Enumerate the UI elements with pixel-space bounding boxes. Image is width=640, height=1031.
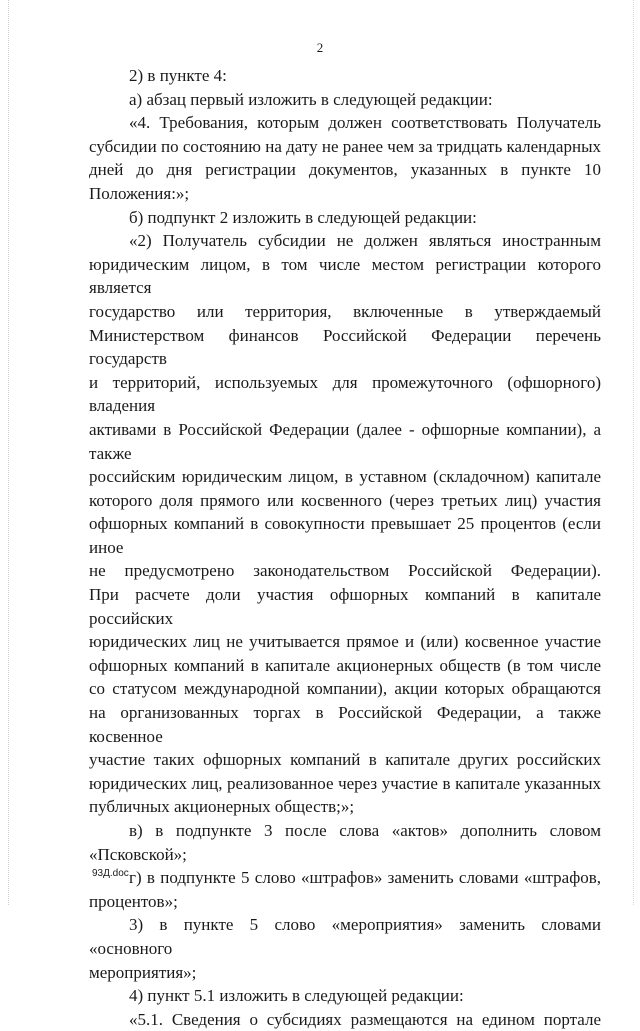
text-line: 2) в пункте 4: [129, 66, 227, 85]
text-line: на организованных торгах в Российской Федерации, а также косвенное [89, 703, 601, 746]
text-line: и территорий, используемых для промежуточного (офшорного) владения [89, 372, 601, 416]
text-line: «4. Требования, которым должен соответствовать Получатель [129, 113, 601, 133]
file-name-footer: 93Д.doc [92, 868, 129, 879]
text-line: со статусом международной компании), акции которых обращаются [89, 679, 601, 699]
text-line: мероприятия»; [89, 962, 197, 982]
text-line: г) в подпункте 5 слово «штрафов» заменить словами «штрафов, [129, 868, 601, 888]
text-line: а) абзац первый изложить в следующей редакции: [129, 89, 493, 109]
text-line: Положения:»; [89, 183, 190, 203]
scan-edge-right [633, 0, 634, 905]
text-line: юридическим лицом, в том числе местом регистрации которого является [89, 254, 601, 298]
scan-edge-left [8, 0, 9, 905]
text-line: «Псковской»; [89, 844, 187, 864]
text-line: которого доля прямого или косвенного (через третьих лиц) участия [89, 490, 601, 510]
text-line: государство или территория, включенные в утверждаемый [89, 301, 601, 321]
text-line: не предусмотрено законодательством Российской Федерации). [89, 561, 601, 581]
text-line: российским юридическим лицом, в уставном (складочном) капитале [89, 467, 601, 487]
text-line: участие таких офшорных компаний в капитале других российских [89, 750, 601, 770]
document-body [89, 64, 601, 1031]
text-line: активами в Российской Федерации (далее - офшорные компании), а также [89, 419, 601, 463]
text-line: «5.1. Сведения о субсидиях размещаются на едином портале [129, 1009, 601, 1029]
text-line: 4) пункт 5.1 изложить в следующей редакции: [129, 986, 464, 1006]
text-line: При расчете доли участия офшорных компаний в капитале российских [89, 585, 601, 628]
page-number: 2 [316, 40, 324, 55]
text-line: дней до дня регистрации документов, указанных в пункте 10 [89, 160, 601, 180]
text-line: 3) в пункте 5 слово «мероприятия» заменить словами «основного [89, 915, 601, 958]
text-line: в) в подпункте 3 после слова «актов» дополнить словом [129, 821, 601, 840]
text-line: б) подпункт 2 изложить в следующей редакции: [129, 207, 477, 227]
text-line: «2) Получатель субсидии не должен являться иностранным [129, 231, 601, 251]
text-line: юридических лиц, реализованное через участие в капитале указанных [89, 773, 601, 793]
text-line: офшорных компаний в капитале акционерных обществ (в том числе [89, 655, 601, 675]
text-line: публичных акционерных обществ;»; [89, 797, 355, 817]
text-line: субсидии по состоянию на дату не ранее чем за тридцать календарных [89, 136, 601, 156]
text-line: юридических лиц не учитывается прямое и (или) косвенное участие [89, 632, 601, 652]
text-line: офшорных компаний в совокупности превышает 25 процентов (если иное [89, 514, 601, 557]
text-line: процентов»; [89, 891, 178, 911]
text-line: Министерством финансов Российской Федерации перечень государств [89, 325, 601, 369]
